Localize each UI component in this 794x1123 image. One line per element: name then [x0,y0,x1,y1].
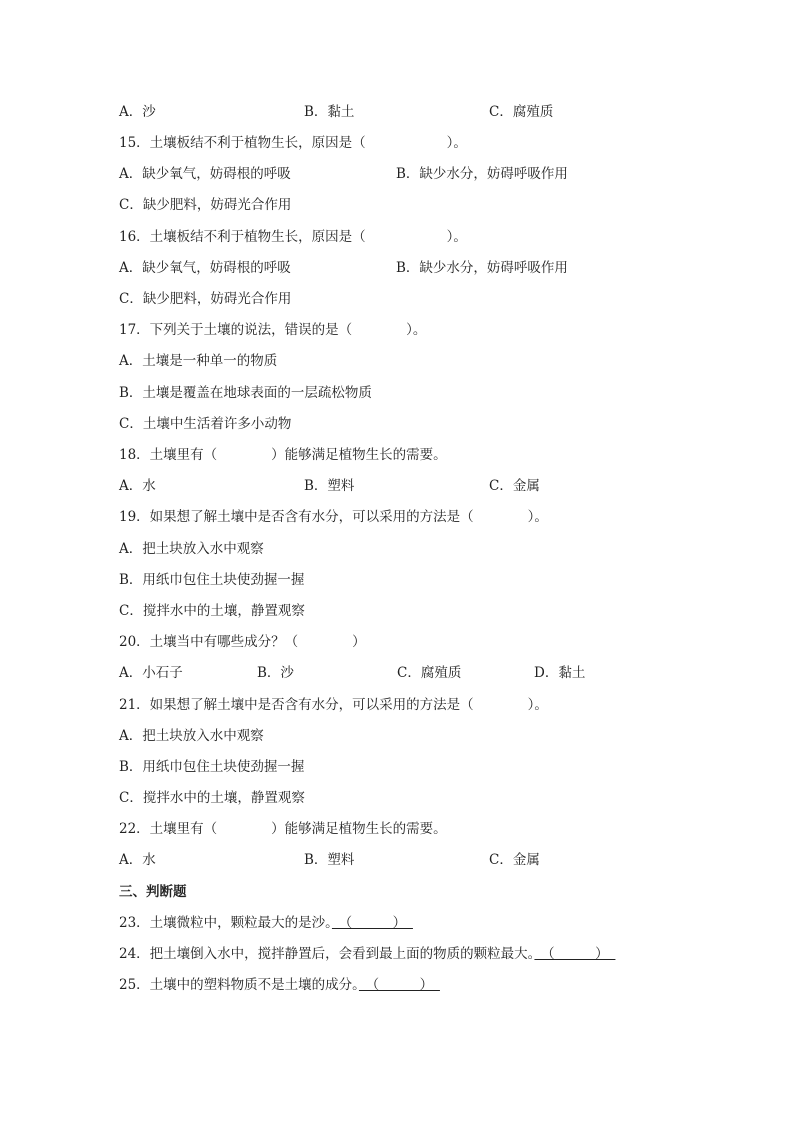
answer-option: A．缺少氧气，妨碍根的呼吸 [119,260,291,276]
answer-blank: （ ） [331,915,413,931]
answer-option: A．土壤是一种单一的物质 [119,353,278,369]
answer-option: B．黏土 [304,104,355,120]
question-text: 24．把土壤倒入水中，搅拌静置后，会看到最上面的物质的颗粒最大。 [119,946,535,962]
question-text: 16．土壤板结不利于植物生长，原因是（ ）。 [119,229,467,245]
question-text: 18．土壤里有（ ）能够满足植物生长的需要。 [119,447,447,463]
answer-option: C．金属 [489,852,540,868]
options-row [119,165,679,183]
question-text: 17．下列关于土壤的说法，错误的是（ ）。 [119,322,427,338]
section-heading: 三、判断题 [119,884,187,900]
answer-option: B．缺少水分，妨碍呼吸作用 [396,260,568,276]
answer-option: A．沙 [119,104,156,120]
question-text: 20．土壤当中有哪些成分？（ ） [119,634,366,650]
answer-option: B．土壤是覆盖在地球表面的一层疏松物质 [119,385,372,401]
answer-option: A．缺少氧气，妨碍根的呼吸 [119,166,291,182]
answer-option: C．搅拌水中的土壤，静置观察 [119,790,305,806]
answer-option: A．把土块放入水中观察 [119,728,264,744]
question-text: 15．土壤板结不利于植物生长，原因是（ ）。 [119,135,467,151]
answer-option: C．搅拌水中的土壤，静置观察 [119,603,305,619]
options-row [119,851,679,869]
answer-option: C．土壤中生活着许多小动物 [119,416,292,432]
options-row [119,664,679,682]
question-text: 21．如果想了解土壤中是否含有水分，可以采用的方法是（ ）。 [119,697,548,713]
options-row [119,259,679,277]
answer-option: A．水 [119,852,156,868]
answer-option: A．小石子 [119,665,183,681]
question-text: 22．土壤里有（ ）能够满足植物生长的需要。 [119,821,447,837]
answer-option: B．沙 [257,665,294,681]
answer-option: B．塑料 [304,478,355,494]
answer-option: A．水 [119,478,156,494]
answer-option: B．缺少水分，妨碍呼吸作用 [396,166,568,182]
answer-option: C．缺少肥料，妨碍光合作用 [119,197,292,213]
question-text: 23．土壤微粒中，颗粒最大的是沙。 [119,915,332,931]
answer-blank: （ ） [534,946,616,962]
judgement-question [119,976,440,994]
question-text: 25．土壤中的塑料物质不是土壤的成分。 [119,977,359,993]
answer-option: C．缺少肥料，妨碍光合作用 [119,291,292,307]
answer-option: D．黏土 [534,665,586,681]
answer-option: C．金属 [489,478,540,494]
answer-option: A．把土块放入水中观察 [119,541,264,557]
answer-option: B．用纸巾包住土块使劲握一握 [119,572,305,588]
answer-option: C．腐殖质 [397,665,462,681]
judgement-question [119,914,413,932]
answer-option: B．塑料 [304,852,355,868]
answer-blank: （ ） [358,977,440,993]
options-row [119,103,679,121]
answer-option: B．用纸巾包住土块使劲握一握 [119,759,305,775]
judgement-question [119,945,615,963]
question-text: 19．如果想了解土壤中是否含有水分，可以采用的方法是（ ）。 [119,509,548,525]
answer-option: C．腐殖质 [489,104,554,120]
options-row [119,477,679,495]
